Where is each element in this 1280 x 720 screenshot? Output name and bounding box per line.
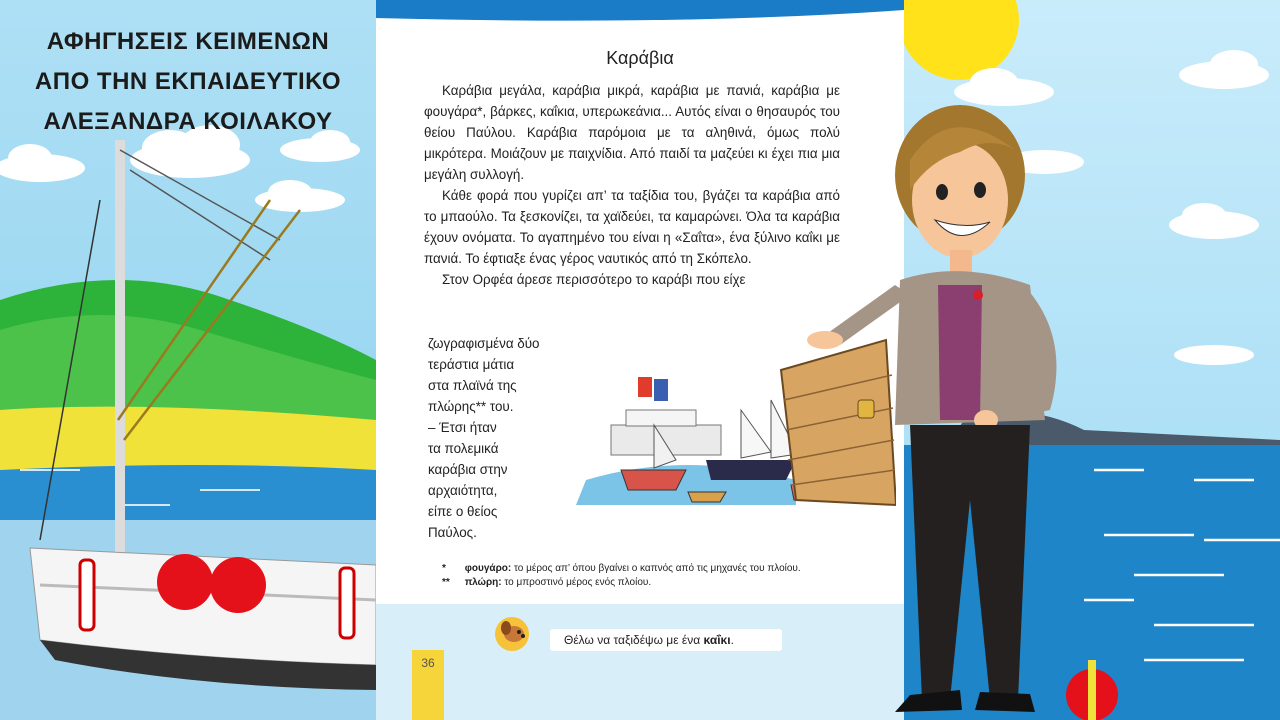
speech-highlight-word: καΐκι xyxy=(703,633,731,647)
story-line: τεράστια μάτια xyxy=(428,357,515,372)
chapter-title: Καράβια xyxy=(606,48,674,68)
story-line: – Έτσι ήταν xyxy=(428,420,497,435)
buoy-icon xyxy=(157,554,213,610)
page-number: 36 xyxy=(421,656,435,670)
speech-text: Θέλω να ταξιδέψω με ένα xyxy=(564,633,701,647)
narrator-title xyxy=(0,22,376,142)
buoy-icon xyxy=(210,557,266,613)
paragraph-3: Στον Ορφέα άρεσε περισσότερο το καράβι που είχε xyxy=(442,272,746,287)
story-text xyxy=(424,80,840,290)
speech-punctuation: . xyxy=(730,633,734,647)
footnote-term: φουγάρο: xyxy=(464,563,512,574)
page-number-box xyxy=(412,650,444,720)
teacher-character xyxy=(800,80,1080,720)
title-line-2: ΑΠΟ ΤΗΝ ΕΚΠΑΙΔΕΥΤΙΚΟ xyxy=(34,68,342,95)
story-line: είπε ο θείος xyxy=(428,504,498,519)
dog-icon xyxy=(492,616,534,652)
story-line: ζωγραφισμένα δύο xyxy=(428,336,540,351)
page-top-band xyxy=(376,0,904,26)
story-line: στα πλαϊνά της xyxy=(428,378,517,393)
speech-bubble xyxy=(550,629,782,651)
story-line: τα πολεμικά xyxy=(428,441,499,456)
sun-icon xyxy=(904,0,1019,80)
story-line: πλώρης** του. xyxy=(428,399,514,414)
story-line: Παύλος. xyxy=(428,525,477,540)
footnote-mark: ** xyxy=(442,577,450,588)
story-line: καράβια στην xyxy=(428,462,508,477)
footnote-mark: * xyxy=(442,563,446,574)
story-text-narrow xyxy=(428,333,578,543)
paragraph-2: Κάθε φορά που γυρίζει απ’ τα ταξίδια του, βγάζει τα καράβια από το μπαούλο. Τα ξεσκονίζει, τα χαϊδεύει, τα καμαρώνει. Όλα τα καράβια έχουν ονόματα. Το αγαπημένο του είναι η «Σαΐτα», ένα ξύλινο καΐκι με πανιά. Το έφτιαξε ένας γέρος ναυτικός από τη Σκόπελο. xyxy=(424,188,840,266)
footnote-term: πλώρη: xyxy=(464,577,502,588)
footnote-text: το μέρος απ’ όπου βγαίνει ο καπνός από τις μηχανές του πλοίου. xyxy=(513,563,801,574)
story-line: αρχαιότητα, xyxy=(428,483,498,498)
footnote-text: το μπροστινό μέρος ενός πλοίου. xyxy=(504,577,652,588)
paragraph-1: Καράβια μεγάλα, καράβια μικρά, καράβια με πανιά, καράβια με φουγάρα*, βάρκες, καΐκια, υπερωκεάνια... Αυτός είναι ο θησαυρός του θείου Παύλου. Καράβια παρόμοια με τα αληθινά, όμως πολύ μικρότερα. Μοιάζουν με παιχνίδια. Από παιδί τα μαζεύει κι έχει πια μια μεγάλη συλλογή. xyxy=(424,83,840,182)
title-line-1: ΑΦΗΓΗΣΕΙΣ ΚΕΙΜΕΝΩΝ xyxy=(46,28,330,55)
title-line-3: ΑΛΕΞΑΝΔΡΑ ΚΟΙΛΑΚΟΥ xyxy=(43,108,333,135)
left-scene-panel xyxy=(0,0,376,720)
